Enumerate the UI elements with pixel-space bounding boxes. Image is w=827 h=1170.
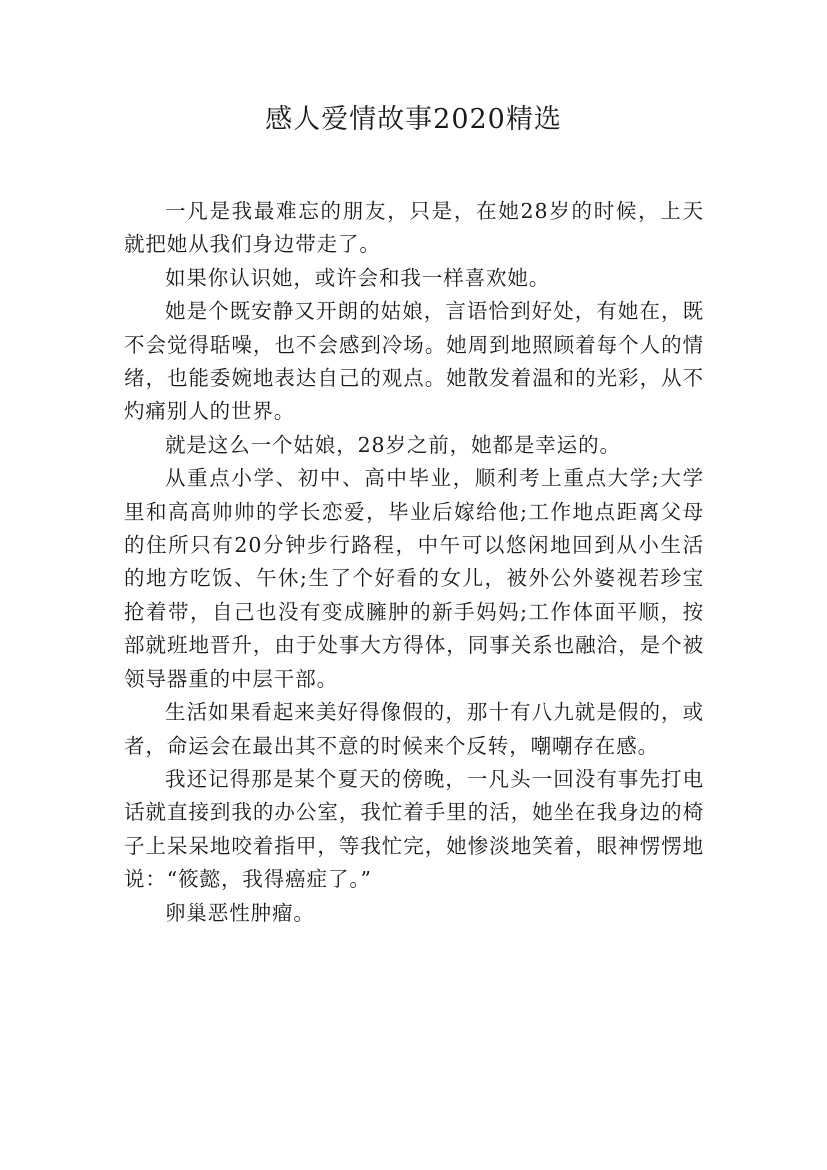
document-title: 感人爱情故事2020精选	[265, 104, 562, 135]
paragraph: 如果你认识她，或许会和我一样喜欢她。	[165, 265, 551, 290]
paragraph: 她是个既安静又开朗的姑娘，言语恰到好处，有她在，既不会觉得聒噪，也不会感到冷场。她周到地照顾着每个人的情绪，也能委婉地表达自己的观点。她散发着温和的光彩，从不灼痛别人的世界。	[124, 299, 704, 424]
paragraph: 一凡是我最难忘的朋友，只是，在她28岁的时候，上天就把她从我们身边带走了。	[124, 199, 704, 257]
paragraph: 我还记得那是某个夏天的傍晚，一凡头一回没有事先打电话就直接到我的办公室，我忙着手里的活，她坐在我身边的椅子上呆呆地咬着指甲，等我忙完，她惨淡地笑着，眼神愣愣地说：“筱懿，我得癌症了。”	[124, 766, 704, 892]
paragraph: 卵巢恶性肿瘤。	[165, 900, 315, 925]
document-body	[124, 195, 704, 930]
paragraph: 从重点小学、初中、高中毕业，顺利考上重点大学;大学里和高高帅帅的学长恋爱，毕业后嫁给他;工作地点距离父母的住所只有20分钟步行路程，中午可以悠闲地回到从小生活的地方吃饭、午休;生了个好看的女儿，被外公外婆视若珍宝抢着带，自己也没有变成臃肿的新手妈妈;工作体面平顺，按部就班地晋升，由于处事大方得体，同事关系也融洽，是个被领导器重的中层干部。	[124, 466, 704, 691]
paragraph: 就是这么一个姑娘，28岁之前，她都是幸运的。	[165, 432, 621, 457]
paragraph: 生活如果看起来美好得像假的，那十有八九就是假的，或者，命运会在最出其不意的时候来个反转，嘲嘲存在感。	[124, 700, 704, 758]
